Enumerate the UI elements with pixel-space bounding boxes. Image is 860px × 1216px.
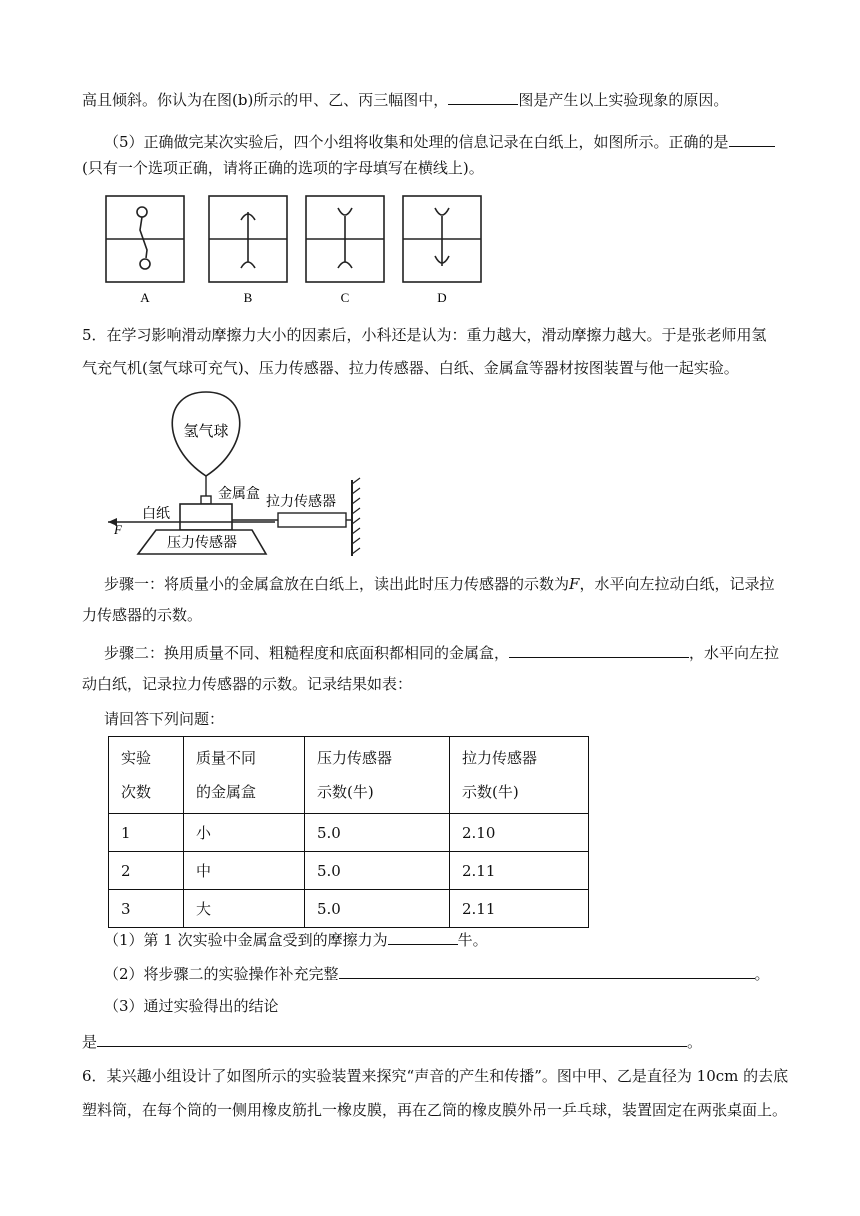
results-table — [108, 736, 589, 928]
q5-line-2: 气充气机(氢气球可充气)、压力传感器、拉力传感器、白纸、金属盒等器材按图装置与他一起实验。 — [82, 359, 739, 377]
sub-question-2: （2）将步骤二的实验操作补充完整 。 — [104, 962, 770, 984]
table-row: 2 中 5.0 2.11 — [109, 852, 589, 890]
table-row: 3 大 5.0 2.11 — [109, 890, 589, 928]
step1-line-2: 力传感器的示数。 — [82, 606, 203, 624]
balloon-label: 氢气球 — [183, 422, 229, 440]
q6-line-1: 6．某兴趣小组设计了如图所示的实验装置来探究“声音的产生和传播”。图中甲、乙是直径为 10cm 的去底 — [82, 1067, 789, 1085]
table-header-cell: 质量不同 的金属盒 — [184, 737, 305, 814]
answer-blank[interactable] — [97, 1030, 687, 1047]
answer-blank[interactable] — [448, 88, 518, 105]
pressure-sensor-label: 压力传感器 — [167, 535, 237, 551]
table-header-cell: 实验 次数 — [109, 737, 184, 814]
sub-question-3-line-2: 是 。 — [82, 1030, 702, 1052]
option-c-diagram — [306, 196, 384, 282]
option-label-a: A — [140, 290, 150, 305]
table-header-cell: 拉力传感器 示数(牛) — [450, 737, 589, 814]
step1-line-1: 步骤一：将质量小的金属盒放在白纸上，读出此时压力传感器的示数为F，水平向左拉动白纸，记录拉 — [104, 575, 775, 593]
q6-line-2: 塑料筒，在每个筒的一侧用橡皮筋扎一橡皮膜，再在乙筒的橡皮膜外吊一乒乓球，装置固定在两张桌面上。 — [82, 1101, 788, 1119]
option-label-b: B — [243, 290, 253, 305]
apparatus-figure — [100, 384, 380, 564]
q4-line-1: 高且倾斜。你认为在图(b)所示的甲、乙、丙三幅图中， 图是产生以上实验现象的原因。 — [82, 88, 728, 110]
force-label: F — [114, 522, 122, 537]
option-b-diagram — [209, 196, 287, 282]
step2-line-1: 步骤二：换用质量不同、粗糙程度和底面积都相同的金属盒， ，水平向左拉 — [104, 641, 779, 663]
option-d-diagram — [403, 196, 481, 282]
answer-blank[interactable] — [509, 641, 689, 658]
tension-sensor-label: 拉力传感器 — [266, 494, 336, 510]
paper-label: 白纸 — [142, 506, 170, 522]
tension-sensor — [278, 513, 346, 527]
metal-box — [180, 504, 232, 530]
answer-blank[interactable] — [388, 928, 458, 945]
table-header-cell: 压力传感器 示数(牛) — [305, 737, 450, 814]
q4-sub5-line-1: （5）正确做完某次实验后，四个小组将收集和处理的信息记录在白纸上，如图所示。正确的是 — [104, 130, 775, 152]
option-label-d: D — [437, 290, 447, 305]
q4-sub5-line-2: (只有一个选项正确，请将正确的选项的字母填写在横线上)。 — [82, 159, 484, 177]
option-diagrams — [100, 190, 500, 308]
metal-box-label: 金属盒 — [218, 486, 260, 502]
table-header-row — [109, 737, 589, 814]
sub-question-1: （1）第 1 次实验中金属盒受到的摩擦力为 牛。 — [104, 928, 488, 950]
sub-question-3: （3）通过实验得出的结论 — [104, 997, 279, 1015]
table-row: 1 小 5.0 2.10 — [109, 814, 589, 852]
answer-blank[interactable] — [729, 130, 775, 147]
questions-prompt: 请回答下列问题： — [104, 710, 225, 728]
option-label-c: C — [340, 290, 350, 305]
answer-blank[interactable] — [339, 962, 755, 979]
option-a-diagram — [106, 196, 184, 282]
q5-line-1: 5．在学习影响滑动摩擦力大小的因素后，小科还是认为：重力越大，滑动摩擦力越大。于是张老师用氢 — [82, 326, 767, 344]
step2-line-2: 动白纸，记录拉力传感器的示数。记录结果如表： — [82, 675, 413, 693]
